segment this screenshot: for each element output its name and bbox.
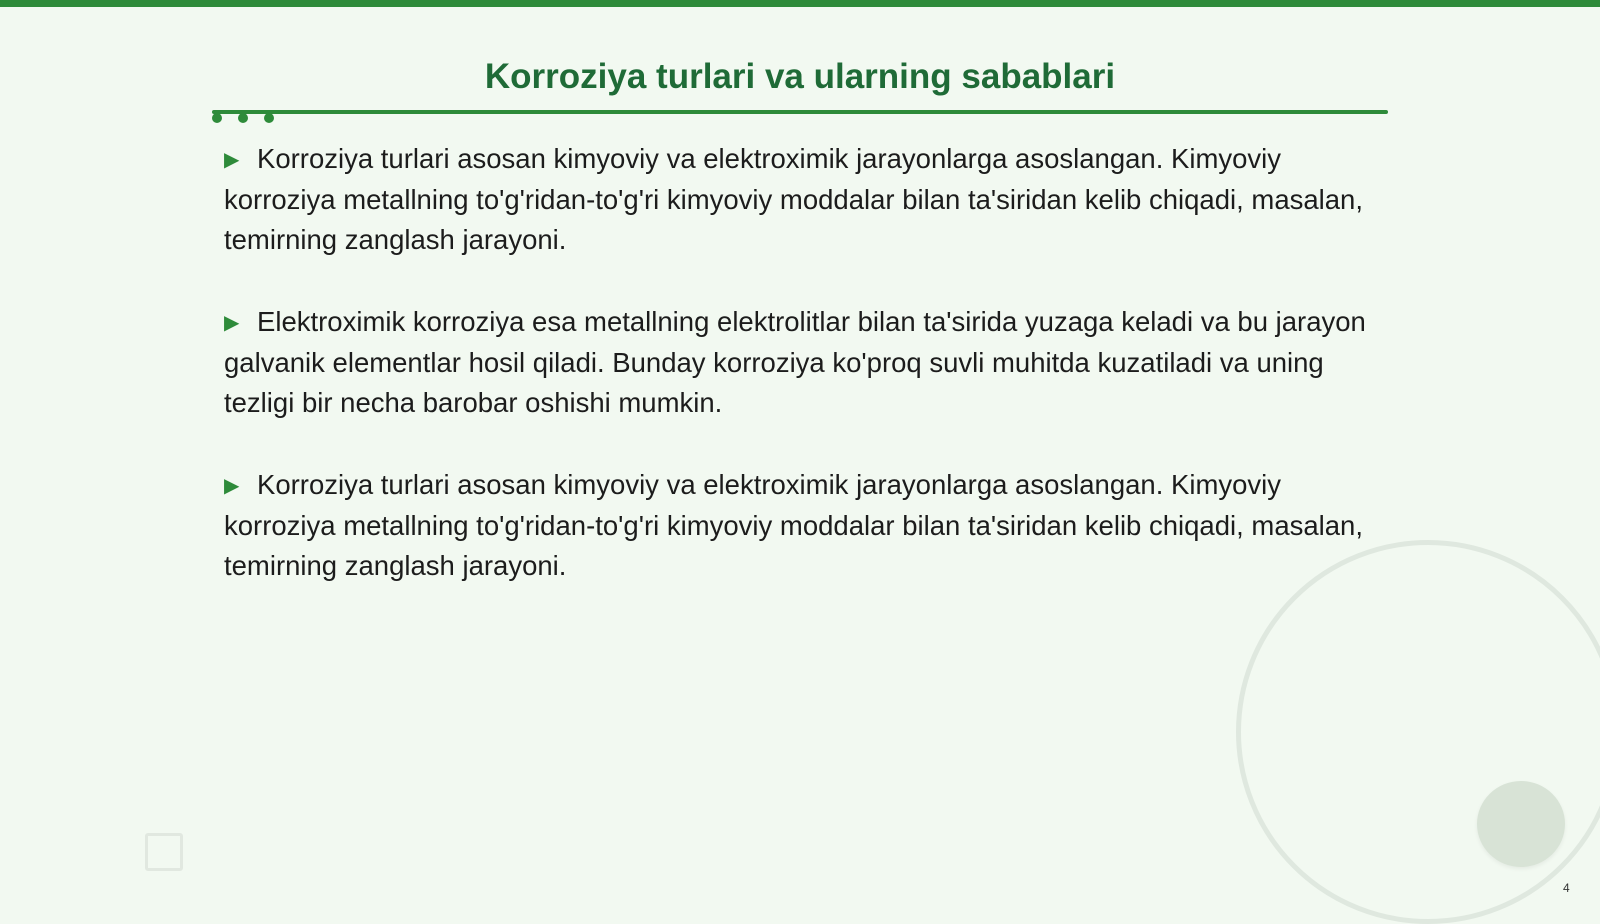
decor-dot	[238, 113, 248, 123]
decorative-ball	[1477, 781, 1565, 867]
slide-content	[224, 139, 1374, 628]
paragraph-text: Korroziya turlari asosan kimyoviy va elektroximik jarayonlarga asoslangan. Kimyoviy korroziya metallning to'g'ridan-to'g'ri kimyoviy moddalar bilan ta'siridan kelib chiqadi, masalan, temirning zanglash jarayoni.	[224, 469, 1363, 581]
decorative-ring	[1236, 540, 1600, 924]
top-accent-bar	[0, 0, 1600, 7]
bullet-arrow-icon: ▶	[224, 312, 240, 334]
title-underline	[212, 110, 1388, 114]
paragraph-text: Elektroximik korroziya esa metallning elektrolitlar bilan ta'sirida yuzaga keladi va bu jarayon galvanik elementlar hosil qiladi. Bunday korroziya ko'proq suvli muhitda kuzatiladi va uning tezligi bir necha barobar oshishi mumkin.	[224, 306, 1366, 418]
title-dots-decoration	[212, 113, 282, 125]
bullet-arrow-icon: ▶	[224, 475, 240, 497]
page-number: 4	[1563, 881, 1570, 895]
decor-dot	[212, 113, 222, 123]
decorative-square	[145, 833, 183, 871]
paragraph-text: Korroziya turlari asosan kimyoviy va elektroximik jarayonlarga asoslangan. Kimyoviy korroziya metallning to'g'ridan-to'g'ri kimyoviy moddalar bilan ta'siridan kelib chiqadi, masalan, temirning zanglash jarayoni.	[224, 143, 1363, 255]
bullet-paragraph-2	[224, 302, 1374, 423]
decor-dot	[264, 113, 274, 123]
slide-title: Korroziya turlari va ularning sabablari	[484, 57, 1116, 96]
bullet-arrow-icon: ▶	[224, 149, 240, 171]
bullet-paragraph-3	[224, 465, 1374, 586]
bullet-paragraph-1	[224, 139, 1374, 260]
